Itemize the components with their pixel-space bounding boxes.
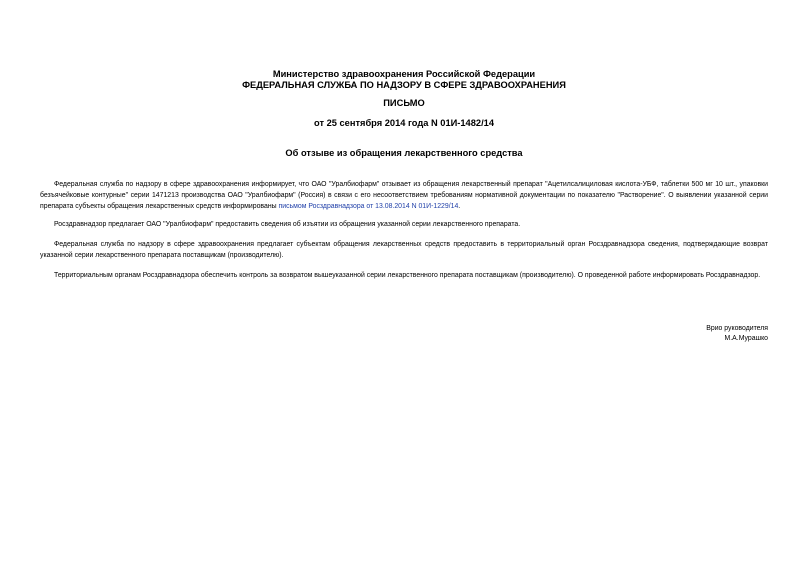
service-name: ФЕДЕРАЛЬНАЯ СЛУЖБА ПО НАДЗОРУ В СФЕРЕ ЗДРАВООХРАНЕНИЯ <box>242 80 566 90</box>
document-page <box>40 0 768 571</box>
document-subject: Об отзыве из обращения лекарственного средства <box>285 148 523 158</box>
paragraph-1-text: Федеральная служба по надзору в сфере здравоохранения информирует, что ОАО "Уралбиофарм" отзывает из обращения лекарственный препарат "Ацетилсалициловая кислота-УБФ, таблетки 500 мг 10 шт., упаковки безъячейковые контурные" серии 1471213 производства ОАО "Уралбиофарм" (Россия) в связи с его несоответствием требованиям нормативной документации по показателю "Растворение". О выявлении указанной серии препарата субъекты обращения лекарственных средств информированы <box>40 181 768 210</box>
paragraph-1 <box>40 179 768 212</box>
paragraph-2: Росздравнадзор предлагает ОАО "Уралбиофарм" предоставить сведения об изъятии из обращения указанной серии лекарственного препарата. <box>54 221 521 228</box>
paragraph-4: Территориальным органам Росздравнадзора обеспечить контроль за возвратом вышеуказанной серии лекарственного препарата поставщикам (производителю). О проведенной работе информировать Росздравнадзор. <box>54 272 761 279</box>
paragraph-1-end: . <box>458 203 461 210</box>
signatory-title: Врио руководителя <box>706 325 768 332</box>
referenced-letter-link[interactable]: письмом Росздравнадзора от 13.08.2014 N 01И-1229/14 <box>278 203 459 210</box>
signatory-name: М.А.Мурашко <box>724 335 768 342</box>
document-type: ПИСЬМО <box>383 98 425 108</box>
paragraph-3: Федеральная служба по надзору в сфере здравоохранения предлагает субъектам обращения лекарственных средств предоставить в территориальный орган Росздравнадзора сведения, подтверждающие возврат указанной серии лекарственного препарата поставщикам (производителю). <box>40 241 768 259</box>
ministry-name: Министерство здравоохранения Российской Федерации <box>272 69 536 79</box>
document-date-number: от 25 сентября 2014 года N 01И-1482/14 <box>314 118 494 128</box>
